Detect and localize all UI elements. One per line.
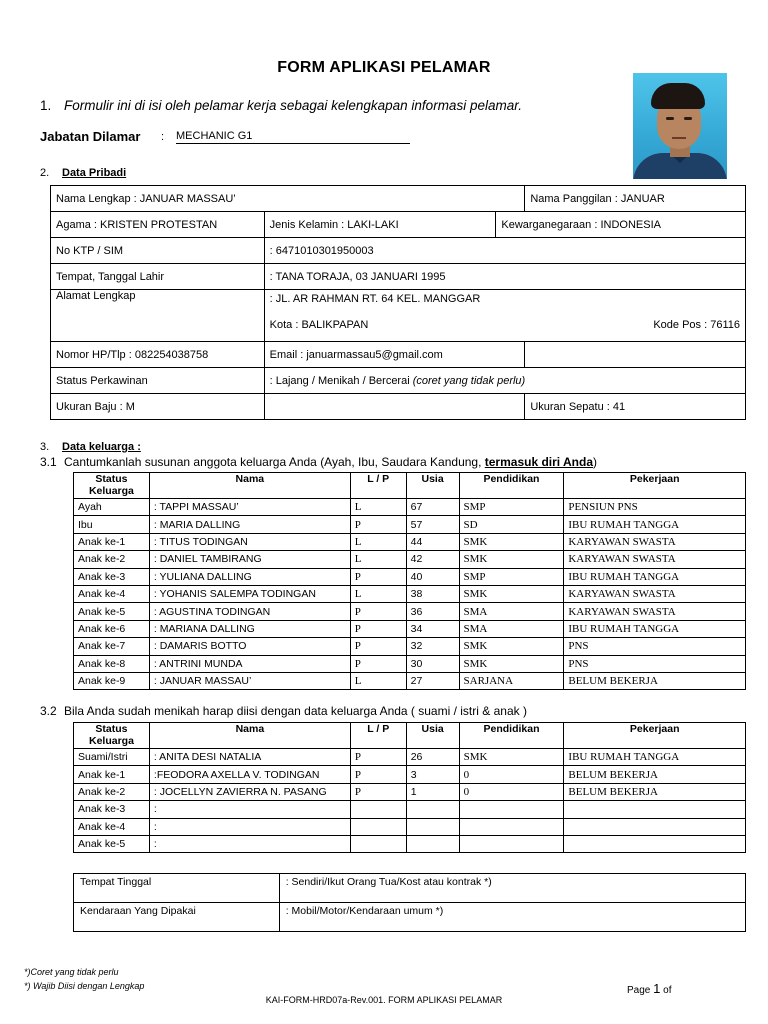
form-title: FORM APLIKASI PELAMAR — [277, 59, 491, 76]
tempat-tinggal-field[interactable]: : Sendiri/Ikut Orang Tua/Kost atau kontrak *) — [279, 874, 745, 903]
usia-cell[interactable]: 67 — [406, 499, 459, 516]
table-row — [74, 655, 746, 672]
pendidikan-cell[interactable]: SMP — [459, 568, 564, 585]
pekerjaan-cell[interactable] — [564, 835, 746, 852]
status-cell: Anak ke-9 — [74, 672, 150, 689]
ttl-field[interactable]: : TANA TORAJA, 03 JANUARI 1995 — [264, 264, 745, 290]
usia-cell[interactable]: 57 — [406, 516, 459, 533]
ttl-label: Tempat, Tanggal Lahir — [51, 264, 265, 290]
pekerjaan-cell[interactable]: BELUM BEKERJA — [564, 783, 746, 800]
intro-text: Formulir ini di isi oleh pelamar kerja sebagai kelengkapan informasi pelamar. — [64, 98, 522, 113]
usia-cell[interactable]: 1 — [406, 783, 459, 800]
status-cell: Anak ke-3 — [74, 568, 150, 585]
section-title: Data Pribadi — [62, 167, 127, 179]
form-footer-code: KAI-FORM-HRD07a-Rev.001. FORM APLIKASI PELAMAR — [265, 995, 503, 1005]
alamat-label: Alamat Lengkap — [51, 290, 265, 342]
jabatan-colon: : — [161, 131, 165, 143]
page-label: Page — [627, 985, 651, 996]
table-row — [74, 620, 746, 637]
header-pendidikan: Pendidikan — [459, 723, 564, 749]
lp-cell[interactable]: L — [350, 551, 406, 568]
status-cell: Anak ke-5 — [74, 835, 150, 852]
note-wajib: *) Wajib Diisi dengan Lengkap — [24, 981, 145, 991]
nama-lengkap-field[interactable]: Nama Lengkap : JANUAR MASSAU’ — [51, 186, 525, 212]
usia-cell[interactable]: 40 — [406, 568, 459, 585]
pendidikan-cell[interactable]: SMA — [459, 620, 564, 637]
status-cell: Ayah — [74, 499, 150, 516]
status-cell: Anak ke-5 — [74, 603, 150, 620]
nama-cell[interactable]: : AGUSTINA TODINGAN — [149, 603, 350, 620]
lp-cell[interactable]: P — [350, 749, 406, 766]
keluarga-sendiri-table — [73, 722, 746, 853]
jenis-kelamin-field[interactable]: Jenis Kelamin : LAKI-LAKI — [264, 212, 496, 238]
header-status: Status Keluarga — [74, 723, 150, 749]
ukuran-baju-field[interactable]: Ukuran Baju : M — [51, 394, 265, 420]
pendidikan-cell[interactable]: SMP — [459, 499, 564, 516]
usia-cell[interactable]: 3 — [406, 766, 459, 783]
table-row — [74, 585, 746, 602]
subsection-number: 3.2 — [40, 704, 57, 718]
nama-cell[interactable]: : DANIEL TAMBIRANG — [149, 551, 350, 568]
table-row — [74, 749, 746, 766]
lp-cell[interactable] — [350, 818, 406, 835]
section-number: 2. — [40, 167, 50, 179]
pendidikan-cell[interactable] — [459, 818, 564, 835]
ktp-field[interactable]: : 6471010301950003 — [264, 238, 745, 264]
lp-cell[interactable]: P — [350, 655, 406, 672]
pendidikan-cell[interactable]: SD — [459, 516, 564, 533]
nama-cell[interactable]: : DAMARIS BOTTO — [149, 638, 350, 655]
lp-cell[interactable] — [350, 801, 406, 818]
usia-cell[interactable] — [406, 835, 459, 852]
table-row — [74, 638, 746, 655]
header-usia: Usia — [406, 723, 459, 749]
status-cell: Anak ke-3 — [74, 801, 150, 818]
pekerjaan-cell[interactable]: KARYAWAN SWASTA — [564, 533, 746, 550]
table-header-row — [74, 723, 746, 749]
lp-cell[interactable]: P — [350, 603, 406, 620]
table-row — [74, 551, 746, 568]
kewarganegaraan-field[interactable]: Kewarganegaraan : INDONESIA — [496, 212, 746, 238]
subsection-text: Bila Anda sudah menikah harap diisi dengan data keluarga Anda ( suami / istri & anak ) — [64, 704, 527, 718]
pekerjaan-cell[interactable]: IBU RUMAH TANGGA — [564, 749, 746, 766]
page-num-value: 1 — [653, 981, 661, 996]
subsection-3-1 — [40, 455, 597, 469]
table-row — [74, 766, 746, 783]
table-row — [74, 672, 746, 689]
lp-cell[interactable]: L — [350, 672, 406, 689]
usia-cell[interactable]: 32 — [406, 638, 459, 655]
lp-cell[interactable]: P — [350, 516, 406, 533]
nama-cell[interactable]: : — [149, 835, 350, 852]
lp-cell[interactable]: P — [350, 766, 406, 783]
status-cell: Anak ke-2 — [74, 783, 150, 800]
lp-cell[interactable]: P — [350, 783, 406, 800]
table-row — [74, 516, 746, 533]
header-lp: L / P — [350, 723, 406, 749]
alamat-value: : JL. AR RAHMAN RT. 64 KEL. MANGGAR — [269, 293, 481, 305]
nama-cell[interactable]: : YOHANIS SALEMPA TODINGAN — [149, 585, 350, 602]
header-nama: Nama — [149, 473, 350, 499]
lp-cell[interactable]: L — [350, 533, 406, 550]
section-data-pribadi — [40, 167, 126, 179]
header-usia: Usia — [406, 473, 459, 499]
table-row — [74, 783, 746, 800]
subsection-3-2 — [40, 704, 527, 718]
kode-pos-value: Kode Pos : 76116 — [653, 319, 740, 331]
nama-cell[interactable]: : TITUS TODINGAN — [149, 533, 350, 550]
usia-cell[interactable]: 42 — [406, 551, 459, 568]
ktp-label: No KTP / SIM — [51, 238, 265, 264]
usia-cell[interactable] — [406, 818, 459, 835]
kendaraan-label: Kendaraan Yang Dipakai — [74, 903, 280, 932]
pendidikan-cell[interactable]: SMK — [459, 551, 564, 568]
pekerjaan-cell[interactable]: PNS — [564, 655, 746, 672]
pekerjaan-cell[interactable]: IBU RUMAH TANGGA — [564, 620, 746, 637]
email-field[interactable]: Email : januarmassau5@gmail.com — [264, 342, 525, 368]
status-cell: Anak ke-1 — [74, 533, 150, 550]
section-number: 3. — [40, 441, 50, 453]
pendidikan-cell[interactable]: SARJANA — [459, 672, 564, 689]
usia-cell[interactable]: 34 — [406, 620, 459, 637]
nama-cell[interactable]: : MARIA DALLING — [149, 516, 350, 533]
pendidikan-cell[interactable]: SMK — [459, 638, 564, 655]
pekerjaan-cell[interactable]: KARYAWAN SWASTA — [564, 585, 746, 602]
pendidikan-cell[interactable] — [459, 801, 564, 818]
page-of: of — [663, 985, 672, 996]
jabatan-label: Jabatan Dilamar — [40, 129, 141, 144]
header-status: Status Keluarga — [74, 473, 150, 499]
tempat-tinggal-table — [73, 873, 746, 932]
header-lp: L / P — [350, 473, 406, 499]
lp-cell[interactable]: P — [350, 638, 406, 655]
table-row — [74, 801, 746, 818]
pendidikan-cell[interactable]: SMK — [459, 749, 564, 766]
intro-number: 1. — [40, 98, 52, 113]
usia-cell[interactable]: 38 — [406, 585, 459, 602]
status-note: (coret yang tidak perlu) — [412, 374, 526, 387]
lp-cell[interactable]: P — [350, 620, 406, 637]
status-value: : Lajang / Menikah / Bercerai — [269, 374, 413, 387]
pekerjaan-cell[interactable]: BELUM BEKERJA — [564, 672, 746, 689]
data-pribadi-table — [50, 185, 746, 420]
nama-cell[interactable]: : TAPPI MASSAU’ — [149, 499, 350, 516]
status-cell: Anak ke-2 — [74, 551, 150, 568]
subsection-underlined: termasuk diri Anda — [484, 455, 594, 469]
agama-field[interactable]: Agama : KRISTEN PROTESTAN — [51, 212, 265, 238]
usia-cell[interactable]: 36 — [406, 603, 459, 620]
nama-cell[interactable]: : YULIANA DALLING — [149, 568, 350, 585]
header-pekerjaan: Pekerjaan — [564, 473, 746, 499]
intro-line — [40, 98, 522, 113]
note-coret: *)Coret yang tidak perlu — [24, 967, 119, 977]
nama-cell[interactable]: : MARIANA DALLING — [149, 620, 350, 637]
table-row — [74, 568, 746, 585]
nama-panggilan-field[interactable]: Nama Panggilan : JANUAR — [525, 186, 746, 212]
jabatan-field[interactable]: MECHANIC G1 — [176, 131, 410, 144]
status-cell: Anak ke-1 — [74, 766, 150, 783]
pendidikan-cell[interactable]: SMA — [459, 603, 564, 620]
usia-cell[interactable]: 44 — [406, 533, 459, 550]
nama-cell[interactable]: : ANITA DESI NATALIA — [149, 749, 350, 766]
status-cell: Anak ke-8 — [74, 655, 150, 672]
pekerjaan-cell[interactable]: BELUM BEKERJA — [564, 766, 746, 783]
pendidikan-cell[interactable]: 0 — [459, 783, 564, 800]
usia-cell[interactable]: 30 — [406, 655, 459, 672]
pendidikan-cell[interactable]: SMK — [459, 533, 564, 550]
status-field[interactable] — [264, 368, 745, 394]
pekerjaan-cell[interactable]: IBU RUMAH TANGGA — [564, 516, 746, 533]
pekerjaan-cell[interactable] — [564, 818, 746, 835]
lp-cell[interactable]: L — [350, 585, 406, 602]
kota-row — [270, 319, 740, 331]
empty-cell — [264, 394, 525, 420]
section-data-keluarga — [40, 441, 141, 453]
pekerjaan-cell[interactable]: IBU RUMAH TANGGA — [564, 568, 746, 585]
lp-cell[interactable]: P — [350, 568, 406, 585]
pekerjaan-cell[interactable]: PNS — [564, 638, 746, 655]
lp-cell[interactable] — [350, 835, 406, 852]
pendidikan-cell[interactable]: SMK — [459, 585, 564, 602]
table-row — [74, 603, 746, 620]
kendaraan-field[interactable]: : Mobil/Motor/Kendaraan umum *) — [279, 903, 745, 932]
empty-cell — [525, 342, 746, 368]
usia-cell[interactable]: 26 — [406, 749, 459, 766]
pekerjaan-cell[interactable]: KARYAWAN SWASTA — [564, 551, 746, 568]
nama-cell[interactable]: : JANUAR MASSAU’ — [149, 672, 350, 689]
table-row — [74, 835, 746, 852]
nama-cell[interactable]: : ANTRINI MUNDA — [149, 655, 350, 672]
lp-cell[interactable]: L — [350, 499, 406, 516]
status-cell: Ibu — [74, 516, 150, 533]
pekerjaan-cell[interactable]: PENSIUN PNS — [564, 499, 746, 516]
ukuran-sepatu-field[interactable]: Ukuran Sepatu : 41 — [525, 394, 746, 420]
status-label: Status Perkawinan — [51, 368, 265, 394]
header-pekerjaan: Pekerjaan — [564, 723, 746, 749]
pendidikan-cell[interactable]: SMK — [459, 655, 564, 672]
header-nama: Nama — [149, 723, 350, 749]
alamat-field[interactable] — [264, 290, 745, 342]
nama-cell[interactable]: : JOCELLYN ZAVIERRA N. PASANG — [149, 783, 350, 800]
section-title: Data keluarga : — [62, 441, 141, 453]
subsection-text: Cantumkanlah susunan anggota keluarga Anda (Ayah, Ibu, Saudara Kandung, — [64, 455, 485, 469]
table-row — [74, 499, 746, 516]
page-number — [627, 981, 672, 996]
subsection-number: 3.1 — [40, 455, 57, 469]
status-cell: Suami/Istri — [74, 749, 150, 766]
pendidikan-cell[interactable] — [459, 835, 564, 852]
usia-cell[interactable]: 27 — [406, 672, 459, 689]
pekerjaan-cell[interactable]: KARYAWAN SWASTA — [564, 603, 746, 620]
pendidikan-cell[interactable]: 0 — [459, 766, 564, 783]
nama-cell[interactable]: :FEODORA AXELLA V. TODINGAN — [149, 766, 350, 783]
table-row — [74, 533, 746, 550]
table-header-row — [74, 473, 746, 499]
status-cell: Anak ke-6 — [74, 620, 150, 637]
status-cell: Anak ke-7 — [74, 638, 150, 655]
tempat-tinggal-label: Tempat Tinggal — [74, 874, 280, 903]
kota-value: Kota : BALIKPAPAN — [269, 319, 369, 331]
status-cell: Anak ke-4 — [74, 585, 150, 602]
keluarga-table — [73, 472, 746, 690]
nama-cell[interactable]: : — [149, 818, 350, 835]
status-cell: Anak ke-4 — [74, 818, 150, 835]
table-row — [74, 818, 746, 835]
subsection-end: ) — [593, 455, 598, 469]
header-pendidikan: Pendidikan — [459, 473, 564, 499]
hp-field[interactable]: Nomor HP/Tlp : 082254038758 — [51, 342, 265, 368]
usia-cell[interactable] — [406, 801, 459, 818]
pekerjaan-cell[interactable] — [564, 801, 746, 818]
applicant-photo — [633, 73, 727, 179]
nama-cell[interactable]: : — [149, 801, 350, 818]
